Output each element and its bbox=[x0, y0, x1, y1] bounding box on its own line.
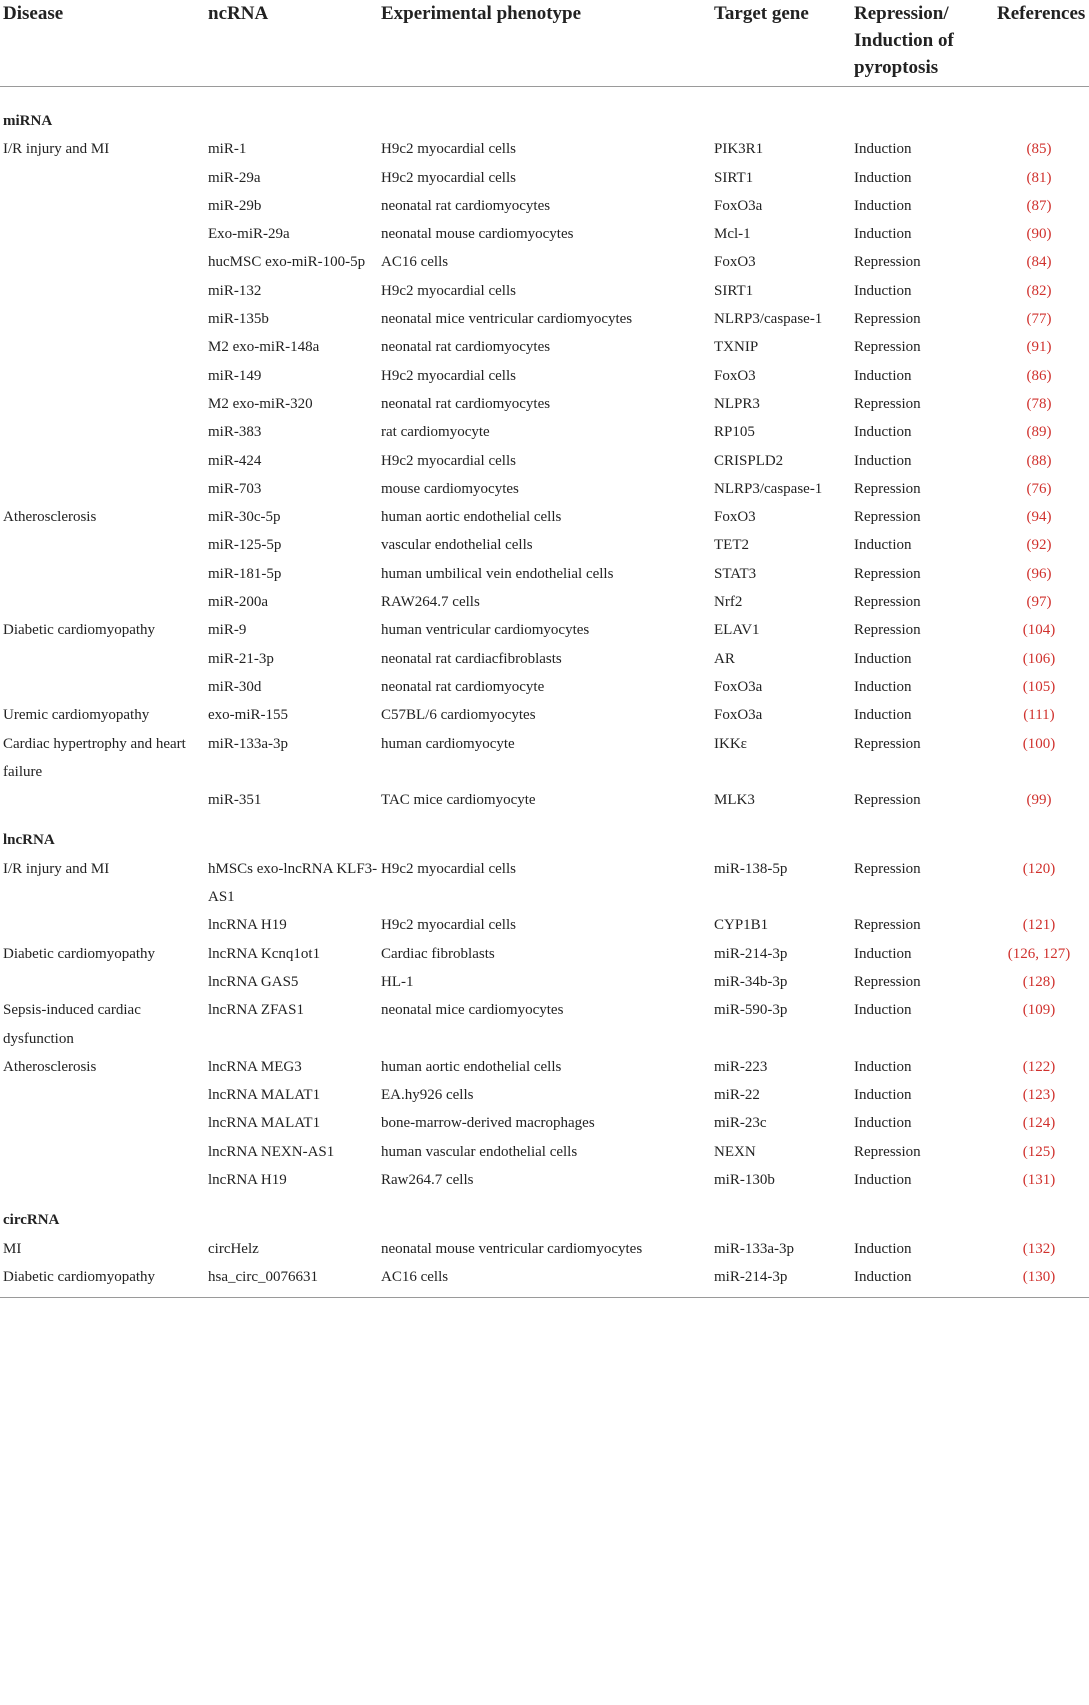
disease-cell bbox=[0, 1166, 205, 1194]
ncrna-cell: M2 exo-miR-320 bbox=[208, 395, 313, 412]
reference-link[interactable]: (126, 127) bbox=[1007, 945, 1071, 962]
phenotype-cell: neonatal rat cardiomyocytes bbox=[381, 197, 551, 214]
phenotype-cell: TAC mice cardiomyocyte bbox=[381, 792, 536, 809]
section-title: lncRNA bbox=[3, 832, 55, 849]
target-gene-cell: CYP1B1 bbox=[714, 917, 769, 934]
reference-link[interactable]: (105) bbox=[1022, 678, 1056, 695]
reference-link[interactable]: (77) bbox=[1026, 311, 1052, 328]
reference-link[interactable]: (81) bbox=[1026, 169, 1052, 186]
disease-cell bbox=[0, 673, 205, 701]
effect-cell: Repression bbox=[854, 509, 921, 526]
table-row bbox=[0, 645, 1089, 673]
target-gene-cell: FoxO3a bbox=[714, 707, 763, 724]
table-row bbox=[0, 996, 1089, 1053]
disease-cell bbox=[0, 220, 205, 248]
reference-link[interactable]: (89) bbox=[1026, 424, 1052, 441]
ncrna-cell: miR-21-3p bbox=[208, 650, 274, 667]
phenotype-cell: H9c2 myocardial cells bbox=[381, 860, 516, 877]
target-gene-cell: miR-214-3p bbox=[714, 1268, 788, 1285]
table-row bbox=[0, 418, 1089, 446]
phenotype-cell: Raw264.7 cells bbox=[381, 1171, 474, 1188]
table-row bbox=[0, 560, 1089, 588]
table-row bbox=[0, 1138, 1089, 1166]
phenotype-cell: H9c2 myocardial cells bbox=[381, 452, 516, 469]
disease-cell bbox=[0, 968, 205, 996]
table-row bbox=[0, 333, 1089, 361]
table-row bbox=[0, 475, 1089, 503]
target-gene-cell: miR-214-3p bbox=[714, 945, 788, 962]
effect-cell: Induction bbox=[854, 678, 912, 695]
table-bottom-rule bbox=[0, 1297, 1089, 1298]
phenotype-cell: neonatal mouse cardiomyocytes bbox=[381, 226, 574, 243]
reference-link[interactable]: (120) bbox=[1022, 860, 1056, 877]
header-disease: Disease bbox=[3, 3, 64, 24]
target-gene-cell: Mcl-1 bbox=[714, 226, 751, 243]
effect-cell: Induction bbox=[854, 141, 912, 158]
phenotype-cell: Cardiac fibroblasts bbox=[381, 945, 495, 962]
table-row bbox=[0, 730, 1089, 787]
effect-cell: Repression bbox=[854, 311, 921, 328]
phenotype-cell: human cardiomyocyte bbox=[381, 735, 515, 752]
table-row bbox=[0, 1235, 1089, 1263]
target-gene-cell: miR-34b-3p bbox=[714, 973, 788, 990]
disease-cell: Sepsis-induced cardiac dysfunction bbox=[3, 1002, 141, 1047]
target-gene-cell: SIRT1 bbox=[714, 282, 754, 299]
disease-cell bbox=[0, 277, 205, 305]
disease-cell bbox=[0, 362, 205, 390]
disease-cell bbox=[0, 390, 205, 418]
target-gene-cell: FoxO3 bbox=[714, 509, 756, 526]
effect-cell: Induction bbox=[854, 945, 912, 962]
ncrna-cell: miR-125-5p bbox=[208, 537, 282, 554]
target-gene-cell: RP105 bbox=[714, 424, 755, 441]
target-gene-cell: FoxO3a bbox=[714, 678, 763, 695]
ncrna-cell: hsa_circ_0076631 bbox=[208, 1268, 318, 1285]
reference-link[interactable]: (99) bbox=[1026, 792, 1052, 809]
effect-cell: Induction bbox=[854, 282, 912, 299]
reference-link[interactable]: (122) bbox=[1022, 1058, 1056, 1075]
reference-link[interactable]: (78) bbox=[1026, 395, 1052, 412]
phenotype-cell: human aortic endothelial cells bbox=[381, 509, 562, 526]
effect-cell: Repression bbox=[854, 594, 921, 611]
effect-cell: Induction bbox=[854, 537, 912, 554]
reference-link[interactable]: (132) bbox=[1022, 1240, 1056, 1257]
effect-cell: Induction bbox=[854, 1115, 912, 1132]
ncrna-cell: lncRNA H19 bbox=[208, 1171, 287, 1188]
ncrna-cell: miR-135b bbox=[208, 311, 269, 328]
ncrna-cell: M2 exo-miR-148a bbox=[208, 339, 320, 356]
table-row bbox=[0, 1109, 1089, 1137]
table-row bbox=[0, 1166, 1089, 1194]
reference-link[interactable]: (128) bbox=[1022, 973, 1056, 990]
effect-cell: Induction bbox=[854, 1087, 912, 1104]
table-row bbox=[0, 192, 1089, 220]
table-row bbox=[0, 1263, 1089, 1291]
disease-cell: Uremic cardiomyopathy bbox=[3, 707, 150, 724]
disease-cell bbox=[0, 560, 205, 588]
effect-cell: Induction bbox=[854, 197, 912, 214]
phenotype-cell: human ventricular cardiomyocytes bbox=[381, 622, 590, 639]
phenotype-cell: neonatal rat cardiomyocyte bbox=[381, 678, 545, 695]
effect-cell: Repression bbox=[854, 480, 921, 497]
reference-link[interactable]: (90) bbox=[1026, 226, 1052, 243]
reference-link[interactable]: (85) bbox=[1026, 141, 1052, 158]
effect-cell: Induction bbox=[854, 650, 912, 667]
reference-link[interactable]: (109) bbox=[1022, 1002, 1056, 1019]
ncrna-cell: lncRNA GAS5 bbox=[208, 973, 299, 990]
ncrna-cell: lncRNA H19 bbox=[208, 917, 287, 934]
effect-cell: Repression bbox=[854, 339, 921, 356]
section-title: miRNA bbox=[3, 113, 53, 129]
reference-link[interactable]: (100) bbox=[1022, 735, 1056, 752]
table-row bbox=[0, 968, 1089, 996]
disease-cell bbox=[0, 588, 205, 616]
effect-cell: Induction bbox=[854, 1002, 912, 1019]
disease-cell: Atherosclerosis bbox=[3, 1058, 97, 1075]
table-row bbox=[0, 248, 1089, 276]
phenotype-cell: neonatal rat cardiomyocytes bbox=[381, 339, 551, 356]
disease-cell bbox=[0, 645, 205, 673]
target-gene-cell: miR-23c bbox=[714, 1115, 767, 1132]
effect-cell: Induction bbox=[854, 1240, 912, 1257]
phenotype-cell: neonatal mice cardiomyocytes bbox=[381, 1002, 564, 1019]
reference-link[interactable]: (123) bbox=[1022, 1087, 1056, 1104]
ncrna-cell: lncRNA ZFAS1 bbox=[208, 1002, 304, 1019]
effect-cell: Repression bbox=[854, 565, 921, 582]
reference-link[interactable]: (84) bbox=[1026, 254, 1052, 271]
header-ncrna: ncRNA bbox=[208, 3, 269, 24]
table-row bbox=[0, 305, 1089, 333]
table-row bbox=[0, 701, 1089, 729]
table-row bbox=[0, 786, 1089, 814]
target-gene-cell: SIRT1 bbox=[714, 169, 754, 186]
effect-cell: Induction bbox=[854, 226, 912, 243]
reference-link[interactable]: (92) bbox=[1026, 537, 1052, 554]
target-gene-cell: PIK3R1 bbox=[714, 141, 764, 158]
phenotype-cell: human aortic endothelial cells bbox=[381, 1058, 562, 1075]
disease-cell: Cardiac hypertrophy and heart failure bbox=[3, 735, 186, 780]
effect-cell: Induction bbox=[854, 452, 912, 469]
effect-cell: Repression bbox=[854, 860, 921, 877]
disease-cell: I/R injury and MI bbox=[3, 141, 110, 158]
ncrna-cell: lncRNA MALAT1 bbox=[208, 1115, 321, 1132]
table-row bbox=[0, 135, 1089, 163]
phenotype-cell: C57BL/6 cardiomyocytes bbox=[381, 707, 536, 724]
phenotype-cell: human vascular endothelial cells bbox=[381, 1143, 578, 1160]
table-row bbox=[0, 911, 1089, 939]
header-phenotype: Experimental phenotype bbox=[381, 3, 582, 24]
disease-cell bbox=[0, 164, 205, 192]
ncrna-cell: miR-30c-5p bbox=[208, 509, 281, 526]
target-gene-cell: NLRP3/caspase-1 bbox=[714, 480, 823, 497]
effect-cell: Repression bbox=[854, 973, 921, 990]
table-row bbox=[0, 1081, 1089, 1109]
target-gene-cell: miR-133a-3p bbox=[714, 1240, 794, 1257]
phenotype-cell: HL-1 bbox=[381, 973, 414, 990]
ncrna-cell: miR-424 bbox=[208, 452, 262, 469]
ncrna-cell: miR-30d bbox=[208, 678, 262, 695]
ncrna-cell: miR-29a bbox=[208, 169, 261, 186]
ncrna-cell: miR-200a bbox=[208, 594, 268, 611]
target-gene-cell: TET2 bbox=[714, 537, 749, 554]
reference-link[interactable]: (96) bbox=[1026, 565, 1052, 582]
header-target-gene: Target gene bbox=[714, 3, 809, 24]
phenotype-cell: rat cardiomyocyte bbox=[381, 424, 490, 441]
table-row bbox=[0, 673, 1089, 701]
target-gene-cell: ELAV1 bbox=[714, 622, 760, 639]
ncrna-cell: miR-132 bbox=[208, 282, 262, 299]
disease-cell bbox=[0, 786, 205, 814]
reference-link[interactable]: (86) bbox=[1026, 367, 1052, 384]
ncrna-cell: miR-9 bbox=[208, 622, 247, 639]
effect-cell: Induction bbox=[854, 707, 912, 724]
table-row bbox=[0, 616, 1089, 644]
disease-cell bbox=[0, 1138, 205, 1166]
table-row bbox=[0, 164, 1089, 192]
effect-cell: Repression bbox=[854, 622, 921, 639]
phenotype-cell: H9c2 myocardial cells bbox=[381, 169, 516, 186]
table-header-row bbox=[0, 0, 1089, 87]
disease-cell: Diabetic cardiomyopathy bbox=[3, 622, 156, 639]
ncrna-cell: miR-383 bbox=[208, 424, 262, 441]
ncrna-cell: hMSCs exo-lncRNA KLF3-AS1 bbox=[208, 860, 378, 906]
reference-link[interactable]: (94) bbox=[1026, 509, 1052, 526]
disease-cell bbox=[0, 305, 205, 333]
ncrna-cell: circHelz bbox=[208, 1240, 259, 1257]
reference-link[interactable]: (125) bbox=[1022, 1143, 1056, 1160]
table-row bbox=[0, 940, 1089, 968]
ncrna-cell: lncRNA MEG3 bbox=[208, 1058, 302, 1075]
phenotype-cell: mouse cardiomyocytes bbox=[381, 480, 519, 497]
disease-cell bbox=[0, 475, 205, 503]
phenotype-cell: AC16 cells bbox=[381, 254, 449, 271]
ncrna-cell: miR-1 bbox=[208, 141, 247, 158]
header-references: References bbox=[997, 3, 1086, 24]
phenotype-cell: bone-marrow-derived macrophages bbox=[381, 1115, 595, 1132]
effect-cell: Repression bbox=[854, 792, 921, 809]
target-gene-cell: miR-590-3p bbox=[714, 1002, 788, 1019]
table-row bbox=[0, 588, 1089, 616]
target-gene-cell: NLRP3/caspase-1 bbox=[714, 311, 823, 328]
disease-cell bbox=[0, 1109, 205, 1137]
target-gene-cell: CRISPLD2 bbox=[714, 452, 784, 469]
ncrna-cell: lncRNA NEXN-AS1 bbox=[208, 1143, 335, 1160]
target-gene-cell: NEXN bbox=[714, 1143, 756, 1160]
table-row bbox=[0, 277, 1089, 305]
target-gene-cell: IKKε bbox=[714, 735, 747, 752]
effect-cell: Induction bbox=[854, 169, 912, 186]
target-gene-cell: FoxO3 bbox=[714, 254, 756, 271]
reference-link[interactable]: (88) bbox=[1026, 452, 1052, 469]
target-gene-cell: FoxO3 bbox=[714, 367, 756, 384]
disease-cell bbox=[0, 192, 205, 220]
phenotype-cell: H9c2 myocardial cells bbox=[381, 917, 516, 934]
ncrna-cell: Exo-miR-29a bbox=[208, 226, 290, 243]
disease-cell bbox=[0, 447, 205, 475]
ncrna-cell: miR-149 bbox=[208, 367, 262, 384]
effect-cell: Induction bbox=[854, 424, 912, 441]
reference-link[interactable]: (121) bbox=[1022, 917, 1056, 934]
target-gene-cell: miR-223 bbox=[714, 1058, 768, 1075]
ncrna-cell: miR-703 bbox=[208, 480, 262, 497]
table-row bbox=[0, 390, 1089, 418]
ncrna-cell: exo-miR-155 bbox=[208, 707, 288, 724]
ncrna-cell: hucMSC exo-miR-100-5p bbox=[208, 254, 366, 271]
ncrna-cell: miR-133a-3p bbox=[208, 735, 288, 752]
phenotype-cell: human umbilical vein endothelial cells bbox=[381, 565, 614, 582]
phenotype-cell: neonatal mouse ventricular cardiomyocytes bbox=[381, 1240, 643, 1257]
reference-link[interactable]: (91) bbox=[1026, 339, 1052, 356]
target-gene-cell: MLK3 bbox=[714, 792, 755, 809]
table-row bbox=[0, 855, 1089, 912]
reference-link[interactable]: (76) bbox=[1026, 480, 1052, 497]
reference-link[interactable]: (87) bbox=[1026, 197, 1052, 214]
target-gene-cell: miR-130b bbox=[714, 1171, 775, 1188]
disease-cell bbox=[0, 1081, 205, 1109]
table-row bbox=[0, 220, 1089, 248]
ncrna-cell: miR-351 bbox=[208, 792, 262, 809]
ncrna-cell: miR-181-5p bbox=[208, 565, 282, 582]
disease-cell: Diabetic cardiomyopathy bbox=[3, 945, 156, 962]
disease-cell bbox=[0, 531, 205, 559]
section-row bbox=[0, 1194, 1089, 1234]
reference-link[interactable]: (124) bbox=[1022, 1115, 1056, 1132]
phenotype-cell: RAW264.7 cells bbox=[381, 594, 480, 611]
effect-cell: Induction bbox=[854, 1058, 912, 1075]
disease-cell: Diabetic cardiomyopathy bbox=[3, 1268, 156, 1285]
section-title: circRNA bbox=[3, 1212, 60, 1229]
effect-cell: Repression bbox=[854, 735, 921, 752]
section-row bbox=[0, 87, 1089, 136]
table-row bbox=[0, 362, 1089, 390]
section-row bbox=[0, 814, 1089, 854]
disease-cell bbox=[0, 248, 205, 276]
target-gene-cell: miR-138-5p bbox=[714, 860, 788, 877]
reference-link[interactable]: (111) bbox=[1023, 707, 1055, 724]
disease-cell: I/R injury and MI bbox=[3, 860, 110, 877]
phenotype-cell: H9c2 myocardial cells bbox=[381, 367, 516, 384]
target-gene-cell: Nrf2 bbox=[714, 594, 743, 611]
effect-cell: Repression bbox=[854, 395, 921, 412]
disease-cell bbox=[0, 333, 205, 361]
phenotype-cell: EA.hy926 cells bbox=[381, 1087, 474, 1104]
target-gene-cell: STAT3 bbox=[714, 565, 757, 582]
target-gene-cell: TXNIP bbox=[714, 339, 759, 356]
disease-cell bbox=[0, 418, 205, 446]
table-row bbox=[0, 1053, 1089, 1081]
target-gene-cell: NLPR3 bbox=[714, 395, 760, 412]
effect-cell: Repression bbox=[854, 254, 921, 271]
disease-cell bbox=[0, 911, 205, 939]
effect-cell: Induction bbox=[854, 367, 912, 384]
phenotype-cell: neonatal rat cardiomyocytes bbox=[381, 395, 551, 412]
table-row bbox=[0, 531, 1089, 559]
reference-link[interactable]: (82) bbox=[1026, 282, 1052, 299]
target-gene-cell: miR-22 bbox=[714, 1087, 760, 1104]
phenotype-cell: AC16 cells bbox=[381, 1268, 449, 1285]
phenotype-cell: vascular endothelial cells bbox=[381, 537, 533, 554]
effect-cell: Repression bbox=[854, 1143, 921, 1160]
phenotype-cell: H9c2 myocardial cells bbox=[381, 141, 516, 158]
effect-cell: Induction bbox=[854, 1268, 912, 1285]
table-row bbox=[0, 503, 1089, 531]
disease-cell: MI bbox=[3, 1240, 22, 1257]
header-repression-induction: Repression/ Induction of pyroptosis bbox=[854, 3, 954, 78]
reference-link[interactable]: (131) bbox=[1022, 1171, 1056, 1188]
ncrna-cell: lncRNA MALAT1 bbox=[208, 1087, 321, 1104]
table-body bbox=[0, 87, 1089, 1292]
reference-link[interactable]: (106) bbox=[1022, 650, 1056, 667]
target-gene-cell: FoxO3a bbox=[714, 197, 763, 214]
reference-link[interactable]: (104) bbox=[1022, 622, 1056, 639]
table-row bbox=[0, 447, 1089, 475]
phenotype-cell: neonatal rat cardiacfibroblasts bbox=[381, 650, 562, 667]
ncrna-cell: miR-29b bbox=[208, 197, 262, 214]
reference-link[interactable]: (130) bbox=[1022, 1268, 1056, 1285]
ncrna-cell: lncRNA Kcnq1ot1 bbox=[208, 945, 321, 962]
phenotype-cell: H9c2 myocardial cells bbox=[381, 282, 516, 299]
phenotype-cell: neonatal mice ventricular cardiomyocytes bbox=[381, 311, 633, 328]
effect-cell: Repression bbox=[854, 917, 921, 934]
reference-link[interactable]: (97) bbox=[1026, 594, 1052, 611]
disease-cell: Atherosclerosis bbox=[3, 509, 97, 526]
effect-cell: Induction bbox=[854, 1171, 912, 1188]
target-gene-cell: AR bbox=[714, 650, 735, 667]
